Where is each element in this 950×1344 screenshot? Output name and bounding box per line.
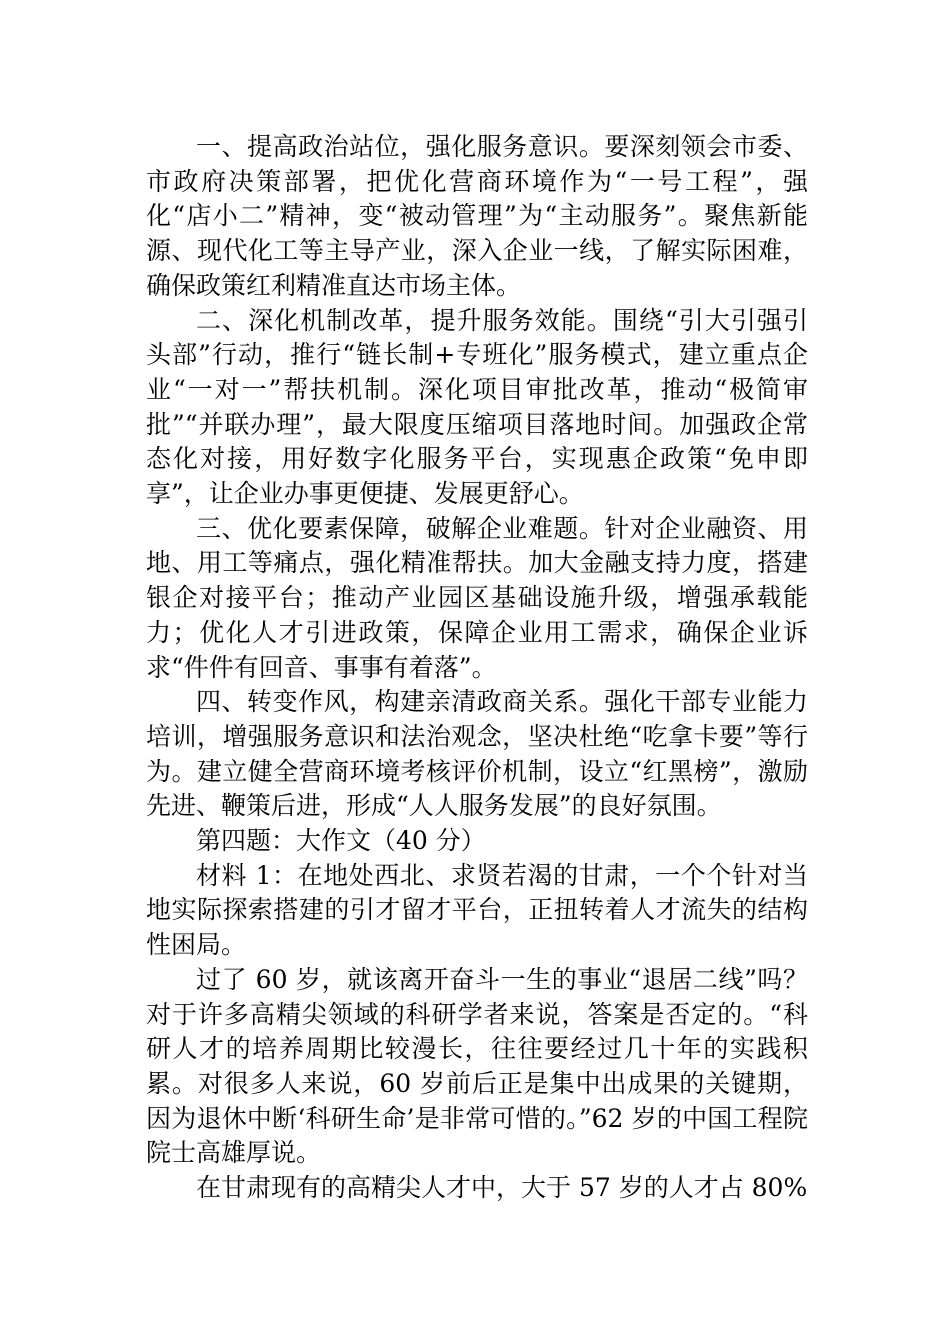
paragraph-3: 三、优化要素保障，破解企业难题。针对企业融资、用地、用工等痛点，强化精准帮扶。加大金融支持力度，搭建银企对接平台；推动产业园区基础设施升级，增强承载能力；优化人才引进政策，保障企业用工需求，确保企业诉求“件件有回音、事事有着落”。 xyxy=(146,513,808,682)
paragraph-1: 一、提高政治站位，强化服务意识。要深刻领会市委、市政府决策部署，把优化营商环境作为“一号工程”，强化“店小二”精神，变“被动管理”为“主动服务”。聚焦新能源、现代化工等主导产业，深入企业一线，了解实际困难，确保政策红利精准直达市场主体。 xyxy=(146,132,808,300)
section-heading: 第四题：大作文（40 分） xyxy=(196,826,486,856)
material-paragraph-2: 过了 60 岁，就该离开奋斗一生的事业“退居二线”吗？对于许多高精尖领域的科研学者来说，答案是否定的。“科研人才的培养周期比较漫长，往往要经过几十年的实践积累。对很多人来说，60 岁前后正是集中出成果的关键期，因为退休中断‘科研生命’是非常可惜的。”62 岁的中国工程院院士高雄厚说。 xyxy=(146,964,808,1168)
document-page xyxy=(146,130,808,1206)
paragraph-4: 四、转变作风，构建亲清政商关系。强化干部专业能力培训，增强服务意识和法治观念，坚决杜绝“吃拿卡要”等行为。建立健全营商环境考核评价机制，设立“红黑榜”，激励先进、鞭策后进，形成“人人服务发展”的良好氛围。 xyxy=(146,687,808,821)
material-paragraph-3: 在甘肃现有的高精尖人才中，大于 57 岁的人才占 80% xyxy=(196,1173,808,1203)
material-paragraph-1: 材料 1：在地处西北、求贤若渴的甘肃，一个个针对当地实际探索搭建的引才留才平台，正扭转着人才流失的结构性困局。 xyxy=(146,860,808,960)
paragraph-2: 二、深化机制改革，提升服务效能。围绕“引大引强引头部”行动，推行“链长制+专班化”服务模式，建立重点企业“一对一”帮扶机制。深化项目审批改革，推动“极简审批”“并联办理”，最大限度压缩项目落地时间。加强政企常态化对接，用好数字化服务平台，实现惠企政策“免申即享”，让企业办事更便捷、发展更舒心。 xyxy=(146,305,808,509)
